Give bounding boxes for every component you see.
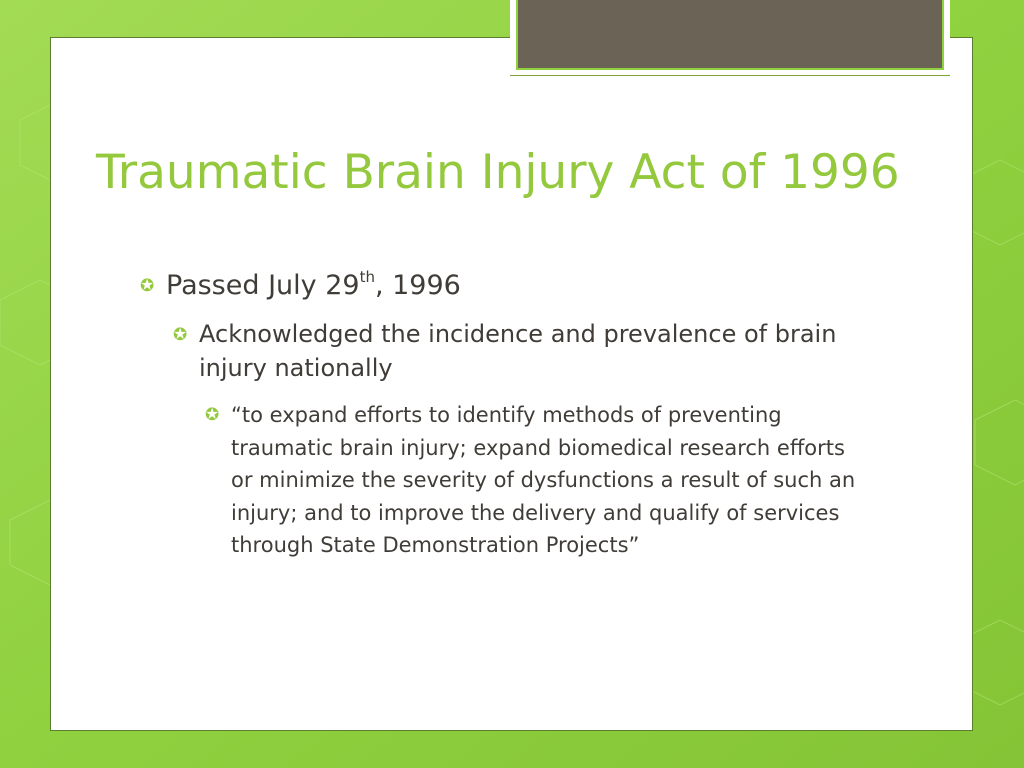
slide-title: Traumatic Brain Injury Act of 1996 [96,145,900,200]
bullet-level2-text: Acknowledged the incidence and prevalence of brain injury nationally [199,320,837,382]
bullet-level1-tail: , 1996 [374,270,461,301]
bullet-level1-text [166,268,866,304]
bullet-level1-main: Passed July 29 [166,270,360,301]
bullet-level1-icon: ✪ [140,276,155,296]
bullet-level1-superscript: th [359,268,375,286]
bullet-level3-text: “to expand efforts to identify methods of preventing traumatic brain injury; expand biomedical research efforts or minimize the severity of dysfunctions a result of such an injury; and to improve the delivery and qualify of services through State Demonstration Projects” [231,403,856,558]
bullet-level3-icon: ✪ [205,405,220,425]
bullet-level2-icon: ✪ [173,325,188,345]
